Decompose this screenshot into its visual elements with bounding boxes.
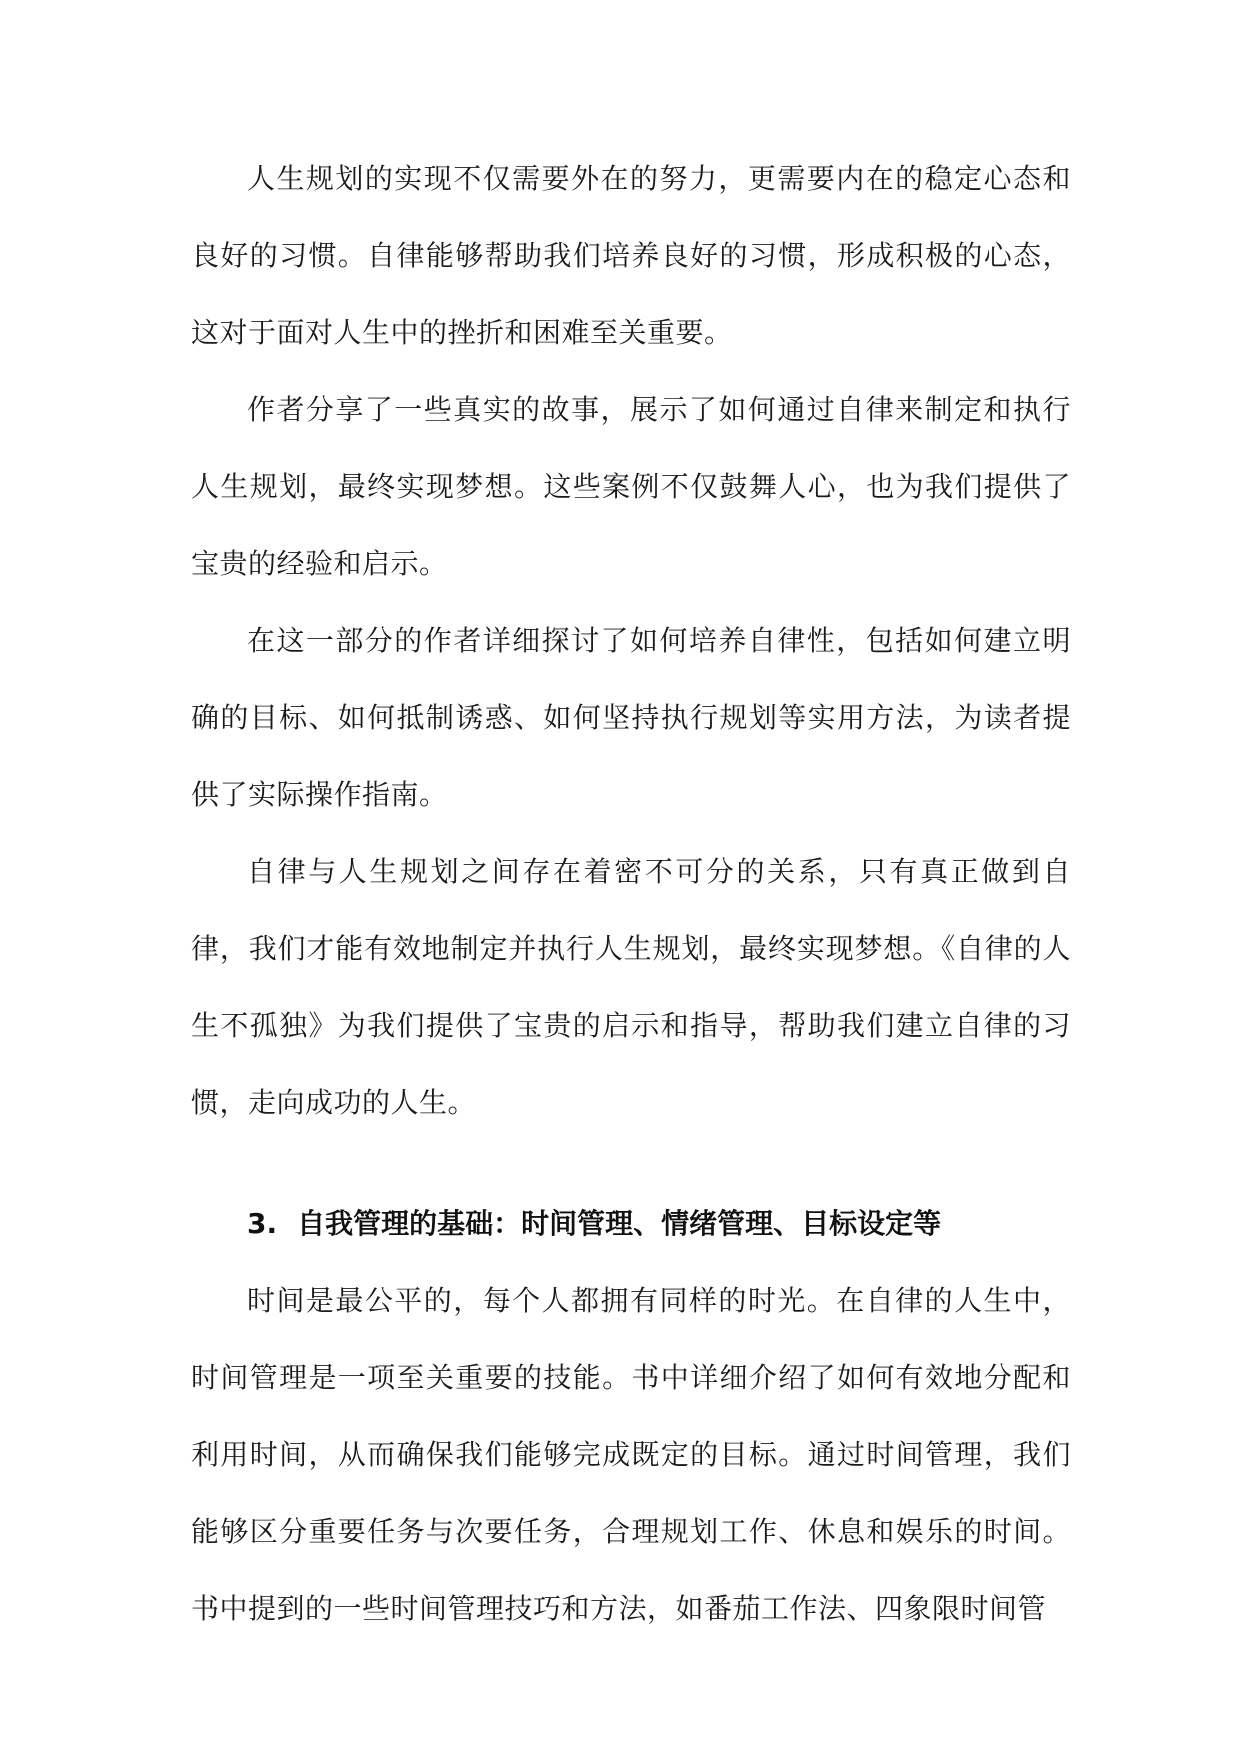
paragraph-methods: 在这一部分的作者详细探讨了如何培养自律性，包括如何建立明确的目标、如何抵制诱惑、如何坚持执行规划等实用方法，为读者提供了实际操作指南。 [191,624,1071,811]
paragraph-time-management: 时间是最公平的，每个人都拥有同样的时光。在自律的人生中，时间管理是一项至关重要的技能。书中详细介绍了如何有效地分配和利用时间，从而确保我们能够完成既定的目标。通过时间管理，我们能够区分重要任务与次要任务，合理规划工作、休息和娱乐的时间。书中提到的一些时间管理技巧和方法，如番茄工作法、四象限时间管 [191,1284,1071,1625]
paragraph-habits: 人生规划的实现不仅需要外在的努力，更需要内在的稳定心态和良好的习惯。自律能够帮助我们培养良好的习惯，形成积极的心态，这对于面对人生中的挫折和困难至关重要。 [191,162,1071,349]
paragraph-conclusion: 自律与人生规划之间存在着密不可分的关系，只有真正做到自律，我们才能有效地制定并执行人生规划，最终实现梦想。《自律的人生不孤独》为我们提供了宝贵的启示和指导，帮助我们建立自律的习惯，走向成功的人生。 [191,855,1071,1119]
document-body [191,140,1071,1647]
section-title: 自我管理的基础：时间管理、情绪管理、目标设定等 [297,1207,942,1240]
section-heading [191,1185,1071,1262]
paragraph-stories: 作者分享了一些真实的故事，展示了如何通过自律来制定和执行人生规划，最终实现梦想。这些案例不仅鼓舞人心，也为我们提供了宝贵的经验和启示。 [191,393,1071,580]
section-number: 3. [247,1207,278,1240]
